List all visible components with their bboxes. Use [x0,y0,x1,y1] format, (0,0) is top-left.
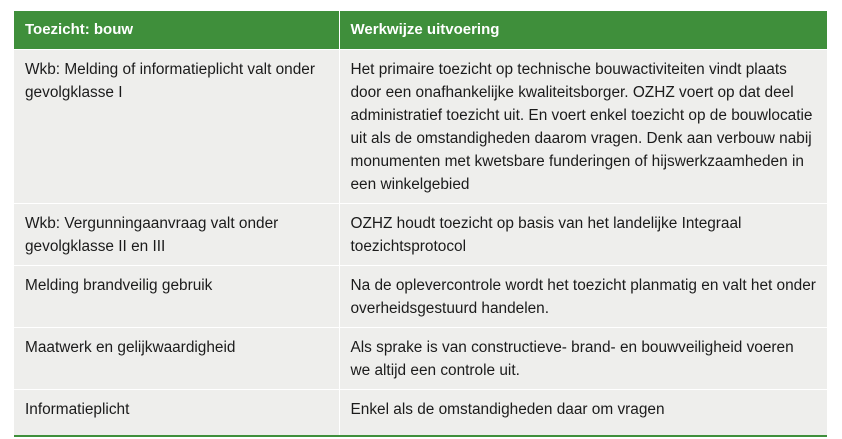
row-description-cell: OZHZ houdt toezicht op basis van het landelijke Integraal toezichtsprotocol [339,203,827,265]
table-row [14,389,827,436]
table-header [14,11,827,49]
header-toezicht-bouw: Toezicht: bouw [14,11,339,49]
table-header-row [14,11,827,49]
row-description-cell: Als sprake is van constructieve- brand- en bouwveiligheid voeren we altijd een controle uit. [339,327,827,389]
row-label-cell: Wkb: Vergunningaanvraag valt onder gevolgklasse II en III [14,203,339,265]
header-werkwijze-uitvoering: Werkwijze uitvoering [339,11,827,49]
table-row [14,203,827,265]
row-description-cell: Enkel als de omstandigheden daar om vragen [339,389,827,436]
row-label-cell: Maatwerk en gelijkwaardigheid [14,327,339,389]
table-row [14,327,827,389]
row-label-cell: Informatieplicht [14,389,339,436]
supervision-table [14,11,827,437]
row-description-cell: Het primaire toezicht op technische bouwactiviteiten vindt plaats door een onafhankelijke kwaliteitsborger. OZHZ voert op dat deel administratief toezicht uit. En voert enkel toezicht op de bouwlocatie uit als de omstandigheden daarom vragen. Denk aan verbouw nabij monumenten met kwetsbare funderingen of hijswerkzaamheden in een winkelgebied [339,49,827,203]
supervision-table-container [14,11,827,437]
row-label-cell: Melding brandveilig gebruik [14,265,339,327]
table-row [14,265,827,327]
row-description-cell: Na de oplevercontrole wordt het toezicht planmatig en valt het onder overheidsgestuurd handelen. [339,265,827,327]
table-row [14,49,827,203]
row-label-cell: Wkb: Melding of informatieplicht valt onder gevolgklasse I [14,49,339,203]
table-body [14,49,827,436]
